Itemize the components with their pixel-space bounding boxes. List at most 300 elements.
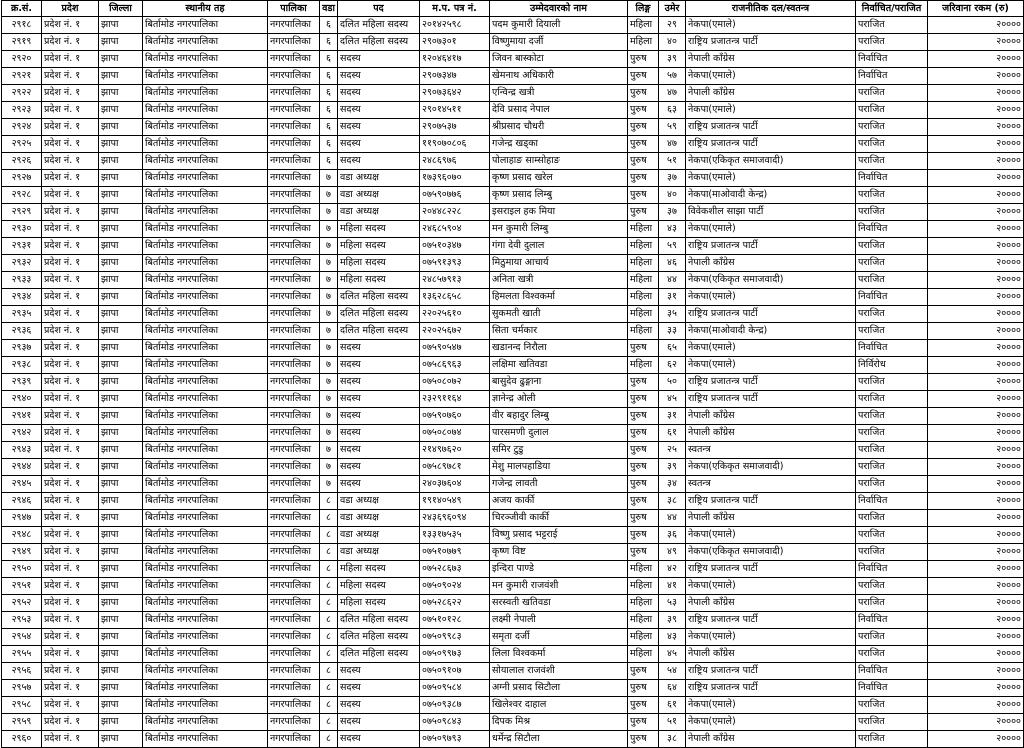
cell-ward: ८ bbox=[320, 646, 338, 663]
cell-candidate-name: अजय कार्की bbox=[490, 493, 628, 510]
cell-post: सदस्य bbox=[338, 136, 420, 153]
cell-local-level: बिर्तामोड नगरपालिका bbox=[143, 357, 268, 374]
cell-candidate-name: पोलाहाङ साम्सोहाङ bbox=[490, 153, 628, 170]
cell-result: पराजित bbox=[856, 391, 928, 408]
cell-serial-no: २९३७ bbox=[2, 340, 42, 357]
cell-post: वडा अध्यक्ष bbox=[338, 187, 420, 204]
cell-gender: पुरुष bbox=[628, 714, 659, 731]
cell-party: नेकपा(एकिकृत समाजवादी) bbox=[686, 153, 856, 170]
cell-age: ३१ bbox=[659, 408, 686, 425]
cell-ballot-no: २०१४२५९८ bbox=[420, 17, 490, 34]
table-row bbox=[2, 595, 1024, 612]
cell-palika-type: नगरपालिका bbox=[268, 238, 320, 255]
cell-fine-amount: २०००० bbox=[928, 238, 1024, 255]
cell-ward: ७ bbox=[320, 204, 338, 221]
header-palika-type: पालिका bbox=[268, 1, 320, 17]
cell-province: प्रदेश नं. १ bbox=[42, 544, 99, 561]
cell-palika-type: नगरपालिका bbox=[268, 68, 320, 85]
cell-gender: महिला bbox=[628, 595, 659, 612]
cell-result: पराजित bbox=[856, 544, 928, 561]
table-row bbox=[2, 340, 1024, 357]
cell-post: सदस्य bbox=[338, 663, 420, 680]
cell-result: पराजित bbox=[856, 646, 928, 663]
cell-fine-amount: २०००० bbox=[928, 476, 1024, 493]
header-result: निर्वाचित/पराजित bbox=[856, 1, 928, 17]
cell-fine-amount: २०००० bbox=[928, 646, 1024, 663]
cell-ward: ७ bbox=[320, 340, 338, 357]
cell-serial-no: २९२६ bbox=[2, 153, 42, 170]
cell-result: पराजित bbox=[856, 272, 928, 289]
cell-ward: ८ bbox=[320, 510, 338, 527]
cell-gender: महिला bbox=[628, 221, 659, 238]
cell-province: प्रदेश नं. १ bbox=[42, 629, 99, 646]
cell-district: झापा bbox=[99, 255, 143, 272]
cell-party: नेकपा(एमाले) bbox=[686, 357, 856, 374]
cell-district: झापा bbox=[99, 425, 143, 442]
cell-province: प्रदेश नं. १ bbox=[42, 289, 99, 306]
cell-fine-amount: २०००० bbox=[928, 51, 1024, 68]
cell-province: प्रदेश नं. १ bbox=[42, 612, 99, 629]
cell-candidate-name: मिठुमाया आचार्य bbox=[490, 255, 628, 272]
cell-fine-amount: २०००० bbox=[928, 408, 1024, 425]
cell-province: प्रदेश नं. १ bbox=[42, 578, 99, 595]
table-row bbox=[2, 119, 1024, 136]
cell-province: प्रदेश नं. १ bbox=[42, 408, 99, 425]
cell-palika-type: नगरपालिका bbox=[268, 374, 320, 391]
cell-result: निर्वाचित bbox=[856, 680, 928, 697]
cell-candidate-name: कृष्ण प्रसाद लिम्बु bbox=[490, 187, 628, 204]
cell-result: पराजित bbox=[856, 306, 928, 323]
cell-ballot-no: २२०२५६७२ bbox=[420, 323, 490, 340]
cell-candidate-name: पारसमणी दुलाल bbox=[490, 425, 628, 442]
cell-party: नेकपा(एमाले) bbox=[686, 340, 856, 357]
cell-fine-amount: २०००० bbox=[928, 544, 1024, 561]
cell-post: सदस्य bbox=[338, 459, 420, 476]
cell-district: झापा bbox=[99, 578, 143, 595]
cell-ward: ८ bbox=[320, 493, 338, 510]
cell-post: सदस्य bbox=[338, 119, 420, 136]
cell-result: निर्वाचित bbox=[856, 612, 928, 629]
table-row bbox=[2, 153, 1024, 170]
cell-province: प्रदेश नं. १ bbox=[42, 340, 99, 357]
cell-ballot-no: ०७५०९८४३ bbox=[420, 714, 490, 731]
cell-palika-type: नगरपालिका bbox=[268, 17, 320, 34]
cell-ward: ८ bbox=[320, 629, 338, 646]
cell-palika-type: नगरपालिका bbox=[268, 170, 320, 187]
cell-fine-amount: २०००० bbox=[928, 68, 1024, 85]
cell-province: प्रदेश नं. १ bbox=[42, 85, 99, 102]
cell-province: प्रदेश नं. १ bbox=[42, 442, 99, 459]
cell-serial-no: २९४२ bbox=[2, 425, 42, 442]
cell-candidate-name: मन कुमारी राजवंशी bbox=[490, 578, 628, 595]
cell-gender: पुरुष bbox=[628, 119, 659, 136]
cell-ballot-no: २९०७३०१ bbox=[420, 34, 490, 51]
cell-ballot-no: ०७५१०७७९ bbox=[420, 544, 490, 561]
header-ballot-no: म.प. पत्र नं. bbox=[420, 1, 490, 17]
cell-ballot-no: ०७५०९१०७ bbox=[420, 663, 490, 680]
cell-gender: पुरुष bbox=[628, 731, 659, 748]
cell-candidate-name: मेशु मालपहाडिया bbox=[490, 459, 628, 476]
header-candidate-name: उम्मेदवारको नाम bbox=[490, 1, 628, 17]
cell-serial-no: २९५९ bbox=[2, 714, 42, 731]
cell-ward: ७ bbox=[320, 238, 338, 255]
cell-gender: पुरुष bbox=[628, 527, 659, 544]
cell-ballot-no: ०७५०९७९३ bbox=[420, 731, 490, 748]
cell-result: पराजित bbox=[856, 85, 928, 102]
cell-serial-no: २९३६ bbox=[2, 323, 42, 340]
cell-age: ४५ bbox=[659, 391, 686, 408]
header-serial-no: क्र.सं. bbox=[2, 1, 42, 17]
cell-ballot-no: ०७५२८६७३ bbox=[420, 561, 490, 578]
cell-post: दलित महिला सदस्य bbox=[338, 17, 420, 34]
cell-district: झापा bbox=[99, 238, 143, 255]
cell-district: झापा bbox=[99, 476, 143, 493]
cell-post: दलित महिला सदस्य bbox=[338, 306, 420, 323]
cell-ward: ६ bbox=[320, 85, 338, 102]
cell-palika-type: नगरपालिका bbox=[268, 306, 320, 323]
cell-party: राष्ट्रिय प्रजातन्त्र पार्टी bbox=[686, 493, 856, 510]
cell-gender: महिला bbox=[628, 238, 659, 255]
cell-candidate-name: हिमलता विश्वकर्मा bbox=[490, 289, 628, 306]
cell-ward: ६ bbox=[320, 68, 338, 85]
cell-age: ३८ bbox=[659, 493, 686, 510]
cell-age: ६३ bbox=[659, 102, 686, 119]
cell-party: नेकपा(एमाले) bbox=[686, 578, 856, 595]
cell-fine-amount: २०००० bbox=[928, 527, 1024, 544]
cell-local-level: बिर्तामोड नगरपालिका bbox=[143, 459, 268, 476]
cell-fine-amount: २०००० bbox=[928, 323, 1024, 340]
cell-post: सदस्य bbox=[338, 714, 420, 731]
cell-fine-amount: २०००० bbox=[928, 102, 1024, 119]
cell-local-level: बिर्तामोड नगरपालिका bbox=[143, 578, 268, 595]
table-row bbox=[2, 170, 1024, 187]
cell-result: निर्वाचित bbox=[856, 68, 928, 85]
cell-district: झापा bbox=[99, 527, 143, 544]
cell-serial-no: २९५१ bbox=[2, 578, 42, 595]
cell-province: प्रदेश नं. १ bbox=[42, 527, 99, 544]
cell-ballot-no: २९०७३६४२ bbox=[420, 85, 490, 102]
cell-serial-no: २९५४ bbox=[2, 629, 42, 646]
cell-fine-amount: २०००० bbox=[928, 391, 1024, 408]
cell-fine-amount: २०००० bbox=[928, 425, 1024, 442]
cell-candidate-name: गजेन्द्र लावती bbox=[490, 476, 628, 493]
cell-fine-amount: २०००० bbox=[928, 289, 1024, 306]
cell-province: प्रदेश नं. १ bbox=[42, 153, 99, 170]
cell-post: सदस्य bbox=[338, 340, 420, 357]
cell-age: ५९ bbox=[659, 119, 686, 136]
cell-ballot-no: २४८५७९१३ bbox=[420, 272, 490, 289]
cell-palika-type: नगरपालिका bbox=[268, 442, 320, 459]
cell-province: प्रदेश नं. १ bbox=[42, 272, 99, 289]
cell-palika-type: नगरपालिका bbox=[268, 221, 320, 238]
cell-gender: पुरुष bbox=[628, 459, 659, 476]
cell-age: ३१ bbox=[659, 289, 686, 306]
cell-age: ३६ bbox=[659, 527, 686, 544]
cell-district: झापा bbox=[99, 221, 143, 238]
cell-fine-amount: २०००० bbox=[928, 493, 1024, 510]
cell-gender: पुरुष bbox=[628, 408, 659, 425]
cell-candidate-name: जिवन बास्कोटा bbox=[490, 51, 628, 68]
cell-result: पराजित bbox=[856, 731, 928, 748]
cell-district: झापा bbox=[99, 714, 143, 731]
table-row bbox=[2, 306, 1024, 323]
cell-district: झापा bbox=[99, 697, 143, 714]
cell-age: २५ bbox=[659, 442, 686, 459]
cell-candidate-name: एन्विन्द्र खत्री bbox=[490, 85, 628, 102]
cell-serial-no: २९२२ bbox=[2, 85, 42, 102]
cell-ballot-no: १९१४०५४९ bbox=[420, 493, 490, 510]
cell-local-level: बिर्तामोड नगरपालिका bbox=[143, 255, 268, 272]
cell-ward: ७ bbox=[320, 323, 338, 340]
cell-palika-type: नगरपालिका bbox=[268, 102, 320, 119]
cell-ward: ८ bbox=[320, 578, 338, 595]
cell-province: प्रदेश नं. १ bbox=[42, 459, 99, 476]
table-row bbox=[2, 510, 1024, 527]
cell-palika-type: नगरपालिका bbox=[268, 544, 320, 561]
header-gender: लिङ्ग bbox=[628, 1, 659, 17]
cell-fine-amount: २०००० bbox=[928, 85, 1024, 102]
cell-palika-type: नगरपालिका bbox=[268, 459, 320, 476]
header-ward: वडा bbox=[320, 1, 338, 17]
cell-party: राष्ट्रिय प्रजातन्त्र पार्टी bbox=[686, 238, 856, 255]
cell-party: नेपाली काँग्रेस bbox=[686, 408, 856, 425]
cell-party: नेकपा(एमाले) bbox=[686, 527, 856, 544]
table-body bbox=[2, 17, 1024, 748]
cell-local-level: बिर्तामोड नगरपालिका bbox=[143, 340, 268, 357]
cell-age: ४४ bbox=[659, 272, 686, 289]
table-row bbox=[2, 612, 1024, 629]
cell-district: झापा bbox=[99, 629, 143, 646]
cell-age: ६१ bbox=[659, 697, 686, 714]
cell-local-level: बिर्तामोड नगरपालिका bbox=[143, 85, 268, 102]
cell-result: पराजित bbox=[856, 323, 928, 340]
cell-province: प्रदेश नं. १ bbox=[42, 51, 99, 68]
cell-fine-amount: २०००० bbox=[928, 459, 1024, 476]
cell-serial-no: २९२७ bbox=[2, 170, 42, 187]
cell-district: झापा bbox=[99, 595, 143, 612]
table-row bbox=[2, 663, 1024, 680]
cell-fine-amount: २०००० bbox=[928, 34, 1024, 51]
cell-ballot-no: १२०४६४१७ bbox=[420, 51, 490, 68]
cell-district: झापा bbox=[99, 459, 143, 476]
cell-ballot-no: २४३६९६०९४ bbox=[420, 510, 490, 527]
cell-candidate-name: देवि प्रसाद नेपाल bbox=[490, 102, 628, 119]
cell-province: प्रदेश नं. १ bbox=[42, 34, 99, 51]
cell-local-level: बिर्तामोड नगरपालिका bbox=[143, 544, 268, 561]
cell-result: निर्विरोध bbox=[856, 357, 928, 374]
cell-post: सदस्य bbox=[338, 51, 420, 68]
table-row bbox=[2, 272, 1024, 289]
cell-result: पराजित bbox=[856, 459, 928, 476]
cell-party: नेकपा(एकिकृत समाजवादी) bbox=[686, 459, 856, 476]
cell-post: सदस्य bbox=[338, 391, 420, 408]
cell-serial-no: २९४४ bbox=[2, 459, 42, 476]
cell-gender: महिला bbox=[628, 561, 659, 578]
cell-result: पराजित bbox=[856, 425, 928, 442]
cell-post: सदस्य bbox=[338, 357, 420, 374]
cell-local-level: बिर्तामोड नगरपालिका bbox=[143, 493, 268, 510]
cell-district: झापा bbox=[99, 17, 143, 34]
cell-result: निर्वाचित bbox=[856, 663, 928, 680]
cell-ballot-no: ०७५८९७८१ bbox=[420, 459, 490, 476]
cell-age: ३५ bbox=[659, 306, 686, 323]
cell-province: प्रदेश नं. १ bbox=[42, 697, 99, 714]
cell-post: दलित महिला सदस्य bbox=[338, 34, 420, 51]
cell-post: महिला सदस्य bbox=[338, 561, 420, 578]
cell-age: ४२ bbox=[659, 561, 686, 578]
cell-local-level: बिर्तामोड नगरपालिका bbox=[143, 68, 268, 85]
cell-ward: ६ bbox=[320, 136, 338, 153]
cell-ward: ८ bbox=[320, 680, 338, 697]
cell-gender: पुरुष bbox=[628, 476, 659, 493]
cell-post: महिला सदस्य bbox=[338, 578, 420, 595]
cell-gender: पुरुष bbox=[628, 340, 659, 357]
cell-candidate-name: इन्दिरा पाण्डे bbox=[490, 561, 628, 578]
cell-local-level: बिर्तामोड नगरपालिका bbox=[143, 408, 268, 425]
cell-serial-no: २९१८ bbox=[2, 17, 42, 34]
cell-ballot-no: २९०७५३७ bbox=[420, 119, 490, 136]
cell-local-level: बिर्तामोड नगरपालिका bbox=[143, 680, 268, 697]
cell-post: सदस्य bbox=[338, 102, 420, 119]
cell-palika-type: नगरपालिका bbox=[268, 136, 320, 153]
cell-province: प्रदेश नं. १ bbox=[42, 119, 99, 136]
cell-district: झापा bbox=[99, 357, 143, 374]
cell-result: पराजित bbox=[856, 34, 928, 51]
cell-result: पराजित bbox=[856, 102, 928, 119]
cell-serial-no: २९५६ bbox=[2, 663, 42, 680]
cell-fine-amount: २०००० bbox=[928, 187, 1024, 204]
cell-ballot-no: २४८६९७६ bbox=[420, 153, 490, 170]
cell-district: झापा bbox=[99, 561, 143, 578]
cell-fine-amount: २०००० bbox=[928, 561, 1024, 578]
cell-result: पराजित bbox=[856, 255, 928, 272]
cell-age: ४० bbox=[659, 34, 686, 51]
cell-province: प्रदेश नं. १ bbox=[42, 221, 99, 238]
cell-local-level: बिर्तामोड नगरपालिका bbox=[143, 425, 268, 442]
cell-post: दलित महिला सदस्य bbox=[338, 629, 420, 646]
cell-fine-amount: २०००० bbox=[928, 680, 1024, 697]
header-province: प्रदेश bbox=[42, 1, 99, 17]
cell-gender: महिला bbox=[628, 289, 659, 306]
table-row bbox=[2, 408, 1024, 425]
cell-ward: ७ bbox=[320, 306, 338, 323]
cell-province: प्रदेश नं. १ bbox=[42, 493, 99, 510]
cell-result: पराजित bbox=[856, 187, 928, 204]
cell-gender: महिला bbox=[628, 646, 659, 663]
cell-party: राष्ट्रिय प्रजातन्त्र पार्टी bbox=[686, 306, 856, 323]
cell-palika-type: नगरपालिका bbox=[268, 527, 320, 544]
cell-age: ६५ bbox=[659, 340, 686, 357]
cell-result: निर्वाचित bbox=[856, 51, 928, 68]
cell-post: सदस्य bbox=[338, 697, 420, 714]
cell-result: पराजित bbox=[856, 17, 928, 34]
cell-local-level: बिर्तामोड नगरपालिका bbox=[143, 136, 268, 153]
header-party: राजनीतिक दल/स्वतन्त्र bbox=[686, 1, 856, 17]
cell-ballot-no: ०७५१०१२८ bbox=[420, 612, 490, 629]
cell-serial-no: २९२३ bbox=[2, 102, 42, 119]
cell-fine-amount: २०००० bbox=[928, 578, 1024, 595]
cell-district: झापा bbox=[99, 493, 143, 510]
cell-post: वडा अध्यक्ष bbox=[338, 527, 420, 544]
cell-candidate-name: सिता चर्मकार bbox=[490, 323, 628, 340]
cell-party: राष्ट्रिय प्रजातन्त्र पार्टी bbox=[686, 391, 856, 408]
cell-palika-type: नगरपालिका bbox=[268, 680, 320, 697]
cell-party: राष्ट्रिय प्रजातन्त्र पार्टी bbox=[686, 34, 856, 51]
cell-local-level: बिर्तामोड नगरपालिका bbox=[143, 289, 268, 306]
cell-local-level: बिर्तामोड नगरपालिका bbox=[143, 663, 268, 680]
cell-local-level: बिर्तामोड नगरपालिका bbox=[143, 697, 268, 714]
cell-serial-no: २९३२ bbox=[2, 255, 42, 272]
table-row bbox=[2, 374, 1024, 391]
cell-age: ५४ bbox=[659, 663, 686, 680]
cell-result: निर्वाचित bbox=[856, 493, 928, 510]
cell-local-level: बिर्तामोड नगरपालिका bbox=[143, 527, 268, 544]
cell-candidate-name: समृता दर्जी bbox=[490, 629, 628, 646]
cell-fine-amount: २०००० bbox=[928, 255, 1024, 272]
cell-local-level: बिर्तामोड नगरपालिका bbox=[143, 34, 268, 51]
cell-candidate-name: वीर बहादुर लिम्बु bbox=[490, 408, 628, 425]
cell-serial-no: २९२० bbox=[2, 51, 42, 68]
cell-palika-type: नगरपालिका bbox=[268, 340, 320, 357]
cell-local-level: बिर्तामोड नगरपालिका bbox=[143, 629, 268, 646]
cell-ward: ७ bbox=[320, 289, 338, 306]
cell-candidate-name: विष्णु प्रसाद भट्टराई bbox=[490, 527, 628, 544]
cell-result: पराजित bbox=[856, 238, 928, 255]
table-row bbox=[2, 85, 1024, 102]
table-row bbox=[2, 357, 1024, 374]
cell-result: पराजित bbox=[856, 510, 928, 527]
cell-province: प्रदेश नं. १ bbox=[42, 425, 99, 442]
cell-ballot-no: २१४९७६२० bbox=[420, 442, 490, 459]
cell-fine-amount: २०००० bbox=[928, 306, 1024, 323]
cell-serial-no: २९४७ bbox=[2, 510, 42, 527]
cell-result: पराजित bbox=[856, 153, 928, 170]
cell-age: ५१ bbox=[659, 153, 686, 170]
cell-serial-no: २९४६ bbox=[2, 493, 42, 510]
cell-serial-no: २९३३ bbox=[2, 272, 42, 289]
cell-ward: ८ bbox=[320, 731, 338, 748]
cell-post: दलित महिला सदस्य bbox=[338, 646, 420, 663]
cell-fine-amount: २०००० bbox=[928, 510, 1024, 527]
table-row bbox=[2, 731, 1024, 748]
header-district: जिल्ला bbox=[99, 1, 143, 17]
cell-serial-no: २९४१ bbox=[2, 408, 42, 425]
cell-post: सदस्य bbox=[338, 85, 420, 102]
cell-candidate-name: इसराइल हक मिया bbox=[490, 204, 628, 221]
table-row bbox=[2, 697, 1024, 714]
cell-ward: ७ bbox=[320, 408, 338, 425]
cell-candidate-name: कृष्ण विष्ट bbox=[490, 544, 628, 561]
cell-ward: ७ bbox=[320, 476, 338, 493]
cell-palika-type: नगरपालिका bbox=[268, 578, 320, 595]
cell-post: महिला सदस्य bbox=[338, 221, 420, 238]
cell-post: महिला सदस्य bbox=[338, 595, 420, 612]
cell-party: नेकपा(माओवादी केन्द्र) bbox=[686, 323, 856, 340]
cell-fine-amount: २०००० bbox=[928, 663, 1024, 680]
cell-gender: पुरुष bbox=[628, 68, 659, 85]
cell-province: प्रदेश नं. १ bbox=[42, 595, 99, 612]
cell-local-level: बिर्तामोड नगरपालिका bbox=[143, 119, 268, 136]
cell-palika-type: नगरपालिका bbox=[268, 204, 320, 221]
table-row bbox=[2, 561, 1024, 578]
cell-gender: पुरुष bbox=[628, 680, 659, 697]
cell-post: वडा अध्यक्ष bbox=[338, 493, 420, 510]
table-row bbox=[2, 68, 1024, 85]
table-row bbox=[2, 136, 1024, 153]
cell-party: नेकपा(एमाले) bbox=[686, 629, 856, 646]
cell-gender: महिला bbox=[628, 306, 659, 323]
cell-age: ६४ bbox=[659, 680, 686, 697]
